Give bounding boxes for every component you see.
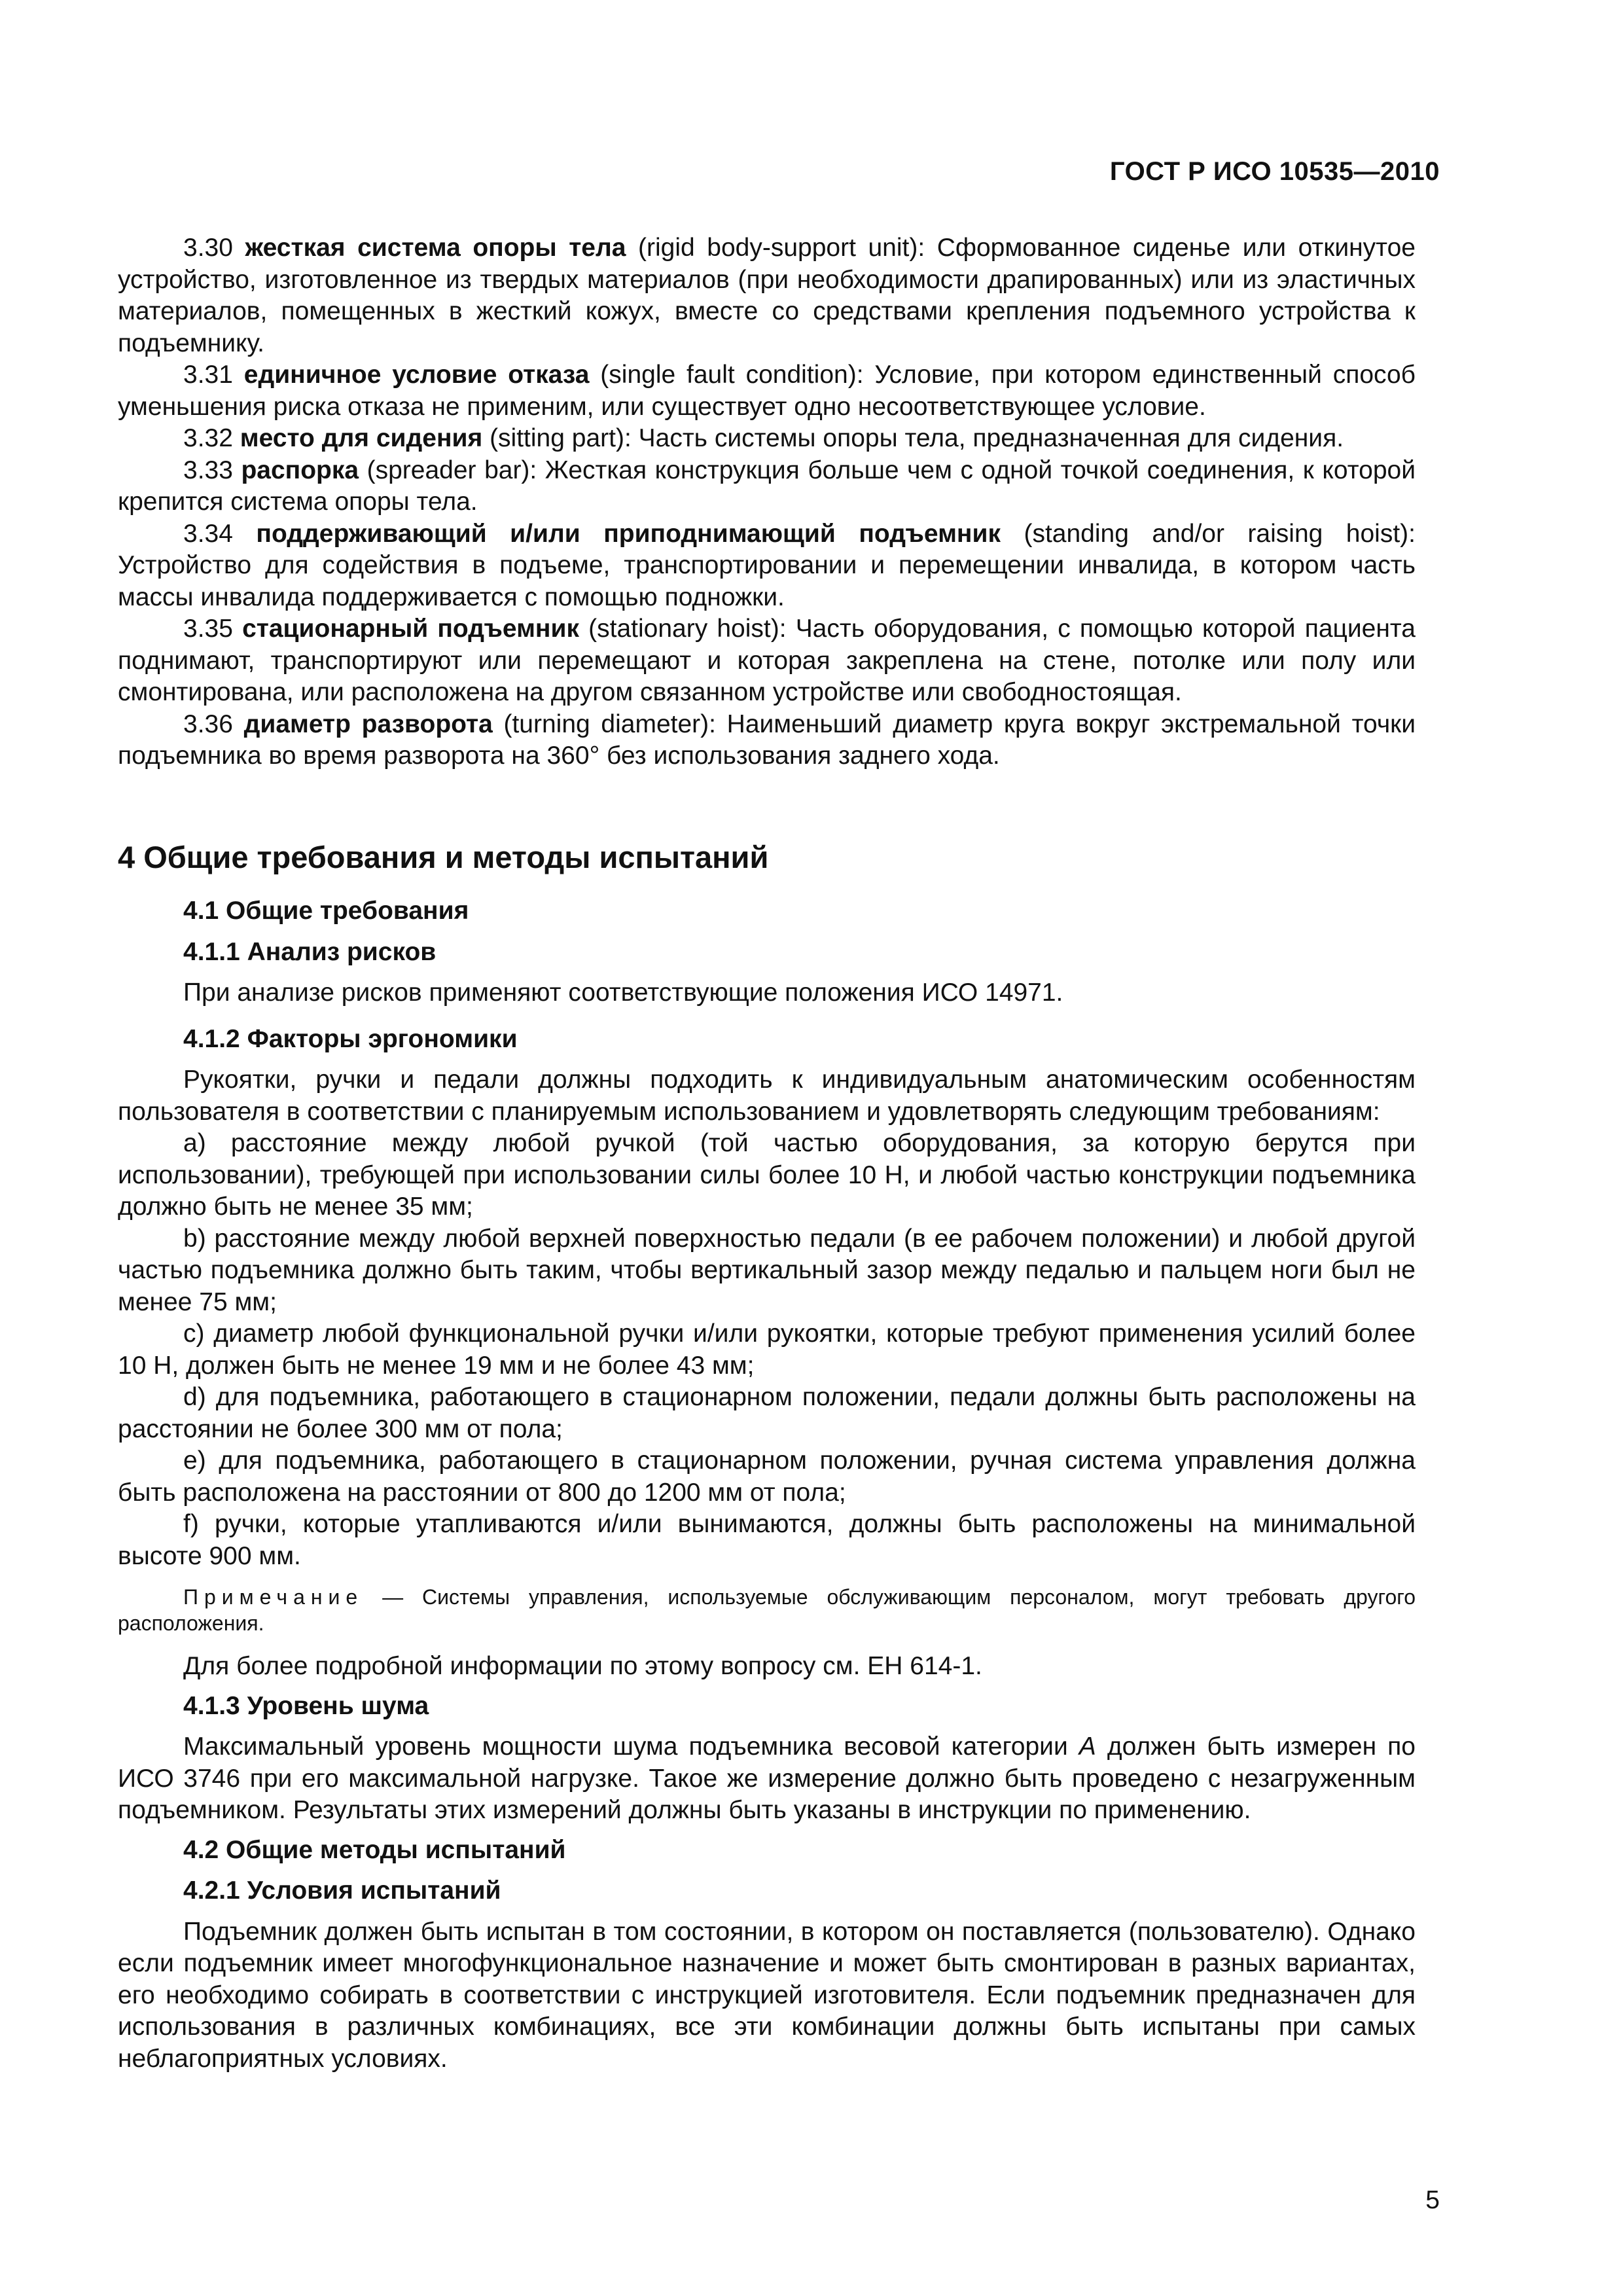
term-name: диаметр разворота <box>243 709 493 738</box>
list-item: f) ручки, которые утапливаются и/или вынимаются, должны быть расположены на минимальной высоте 900 мм. <box>118 1510 1416 1570</box>
text-run: Максимальный уровень мощности шума подъемника весовой категории <box>183 1732 1079 1761</box>
term-name: распорка <box>241 456 359 484</box>
paragraph <box>118 1731 1416 1827</box>
term-number: 3.34 <box>183 519 233 548</box>
paragraph: Для более подробной информации по этому вопросу см. ЕН 614-1. <box>183 1652 982 1680</box>
term-entry <box>118 709 1416 772</box>
page-number: 5 <box>1425 2186 1440 2214</box>
paragraph: При анализе рисков применяют соответствующие положения ИСО 14971. <box>183 978 1063 1007</box>
page-content <box>118 232 1416 2075</box>
list-item: c) диаметр любой функциональной ручки и/или рукоятки, которые требуют применения усилий более 10 Н, должен быть не менее 19 мм и не более 43 мм; <box>118 1319 1416 1380</box>
note-label: Примечание <box>183 1585 364 1609</box>
term-entry <box>118 232 1416 359</box>
term-entry <box>118 455 1416 518</box>
term-description: (turning diameter): Наименьший диаметр круга вокруг экстремальной точки подъемника во время разворота на 360° без использования заднего хода. <box>118 709 1416 770</box>
subsection-heading-4-1-1: 4.1.1 Анализ рисков <box>183 937 437 966</box>
paragraph: Подъемник должен быть испытан в том состоянии, в котором он поставляется (пользователю). Однако если подъемник имеет многофункциональное назначение и может быть смонтирован в разных вариантах, его необходимо собирать в соответствии с инструкцией изготовителя. Если подъемник предназначен для использования в различных комбинациях, все эти комбинации должны быть испытаны при самых неблагоприятных условиях. <box>118 1917 1416 2073</box>
term-name: единичное условие отказа <box>243 361 590 389</box>
term-entry <box>118 359 1416 423</box>
term-name: поддерживающий и/или приподнимающий подъемник <box>256 519 1001 548</box>
term-description: (spreader bar): Жесткая конструкция больше чем с одной точкой соединения, к которой крепится система опоры тела. <box>118 456 1416 516</box>
term-number: 3.36 <box>183 709 233 738</box>
term-name: место для сидения <box>240 424 483 452</box>
term-entry <box>118 423 1416 455</box>
note <box>118 1584 1416 1636</box>
term-number: 3.35 <box>183 615 233 643</box>
section-heading: 4 Общие требования и методы испытаний <box>118 839 769 874</box>
term-number: 3.33 <box>183 456 233 484</box>
text-run: должен быть измерен по ИСО 3746 при его максимальной нагрузке. Такое же измерение должно быть проведено с незагруженным подъемником. Результаты этих измерений должны быть указаны в инструкции по применению. <box>118 1732 1416 1824</box>
term-entry <box>118 613 1416 709</box>
term-description: (standing and/or raising hoist): Устройство для содействия в подъеме, транспортировании и перемещении инвалида, в котором часть массы инвалида поддерживается с помощью подножки. <box>118 519 1416 611</box>
term-entry <box>118 518 1416 614</box>
list-item: e) для подъемника, работающего в стационарном положении, ручная система управления должна быть расположена на расстоянии от 800 до 1200 мм от пола; <box>118 1446 1416 1507</box>
note-text: — Системы управления, используемые обслуживающим персоналом, могут требовать другого расположения. <box>118 1585 1416 1635</box>
list-item: d) для подъемника, работающего в стационарном положении, педали должны быть расположены на расстоянии не более 300 мм от пола; <box>118 1383 1416 1443</box>
term-description: (sitting part): Часть системы опоры тела, предназначенная для сидения. <box>482 424 1344 452</box>
term-number: 3.32 <box>183 424 233 452</box>
term-number: 3.31 <box>183 361 233 389</box>
term-name: стационарный подъемник <box>242 615 579 643</box>
term-description: (rigid body-support unit): Сформованное сиденье или откинутое устройство, изготовленное из твердых материалов (при необходимости драпированных) или из эластичных материалов, помещенных в жесткий кожух, вместе со средствами крепления подъемного устройства к подъемнику. <box>118 234 1416 357</box>
list-item: b) расстояние между любой верхней поверхностью педали (в ее рабочем положении) и любой другой частью подъемника должно быть таким, чтобы вертикальный зазор между педалью и пальцем ноги был не менее 75 мм; <box>118 1224 1416 1316</box>
terms-list <box>118 232 1416 772</box>
subsection-heading-4-1-3: 4.1.3 Уровень шума <box>183 1691 429 1720</box>
weight-category: А <box>1079 1732 1096 1761</box>
list-item: a) расстояние между любой ручкой (той частью оборудования, за которую берутся при использовании), требующей при использовании силы более 10 Н, и любой частью конструкции подъемника должно быть не менее 35 мм; <box>118 1129 1416 1221</box>
term-number: 3.30 <box>183 234 233 262</box>
paragraph: Рукоятки, ручки и педали должны подходить к индивидуальным анатомическим особенностям пользователя в соответствии с планируемым использованием и удовлетворять следующим требованиям: <box>118 1066 1416 1126</box>
subsection-heading-4-1-2: 4.1.2 Факторы эргономики <box>183 1024 518 1053</box>
term-name: жесткая система опоры тела <box>245 234 626 262</box>
subsection-heading-4-2: 4.2 Общие методы испытаний <box>183 1835 566 1864</box>
subsection-heading-4-1: 4.1 Общие требования <box>183 897 469 925</box>
term-description: (stationary hoist): Часть оборудования, с помощью которой пациента поднимают, транспортируют или перемещают и которая закреплена на стене, потолке или полу или смонтирована, или расположена на другом связанном устройстве или свободностоящая. <box>118 615 1416 706</box>
document-header: ГОСТ Р ИСО 10535—2010 <box>1109 157 1440 186</box>
subsection-heading-4-2-1: 4.2.1 Условия испытаний <box>183 1876 501 1905</box>
term-description: (single fault condition): Условие, при котором единственный способ уменьшения риска отказа не применим, или существует одно несоответствующее условие. <box>118 361 1416 421</box>
